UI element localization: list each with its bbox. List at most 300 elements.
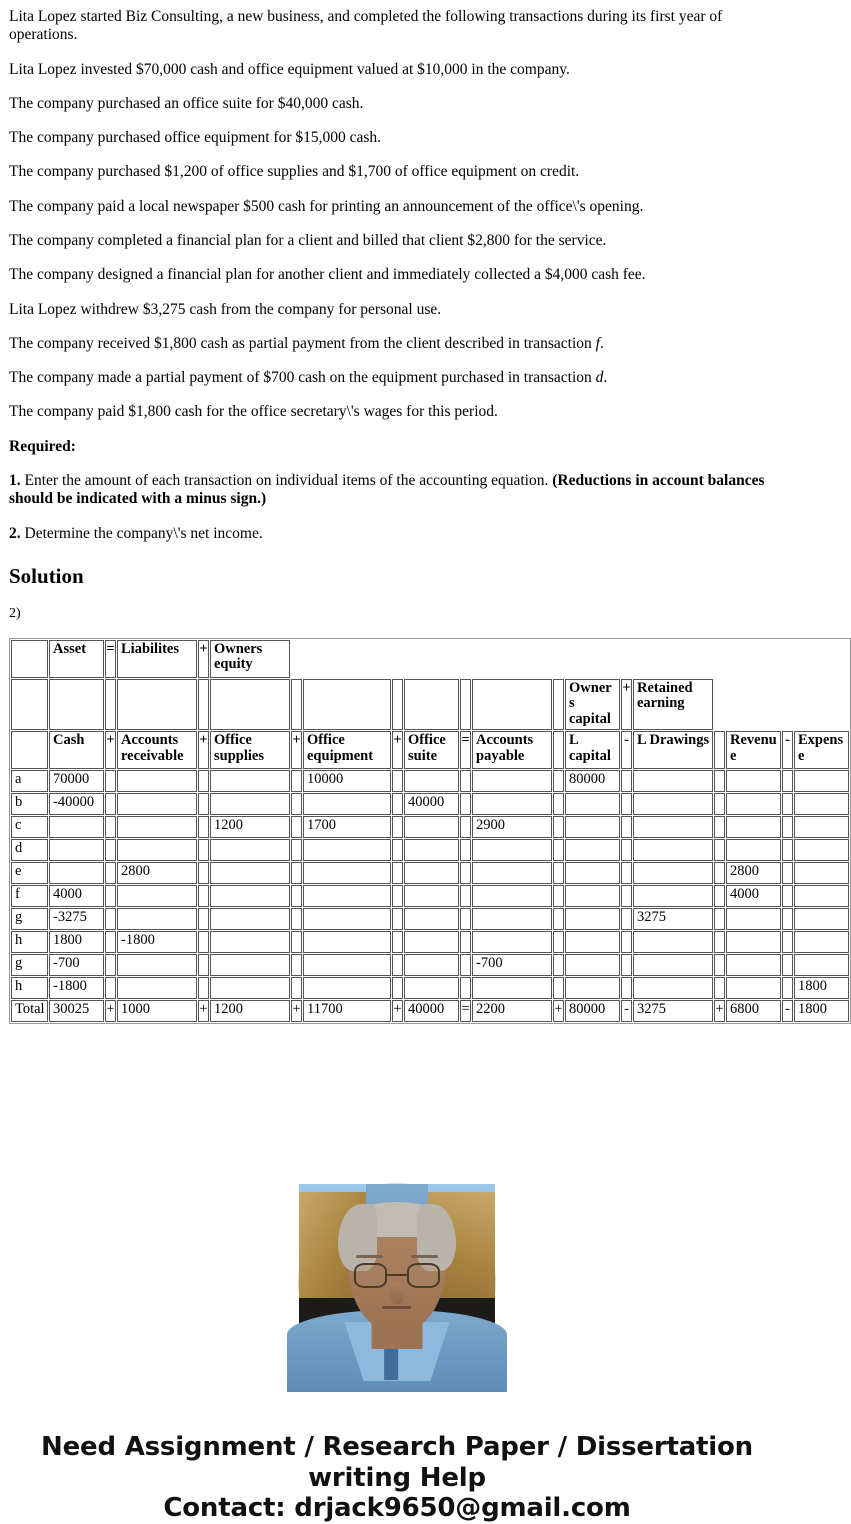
cell-ap: 2900: [472, 816, 552, 838]
cell-expense: [794, 931, 849, 953]
total-ar: 1000: [117, 1000, 197, 1022]
footer-line-2: writing Help: [308, 1462, 486, 1493]
total-op-1: +: [105, 1000, 116, 1022]
hdr2-blank-12: [472, 679, 552, 731]
hdr3-office-equipment: Office equipment: [303, 731, 391, 769]
cell-drawings: [633, 793, 713, 815]
total-op-3: +: [291, 1000, 302, 1022]
transaction-j-text: The company made a partial payment of $700 cash on the equipment purchased in transaction: [9, 369, 596, 387]
cell-op: [198, 839, 209, 861]
transaction-g: The company designed a financial plan for another client and immediately collected a $4,000 cash fee.: [9, 266, 646, 284]
cell-op: [198, 862, 209, 884]
cell-drawings: 3275: [633, 908, 713, 930]
cell-op: [291, 908, 302, 930]
accounting-equation-table-wrapper: [9, 638, 844, 1025]
total-revenue: 6800: [726, 1000, 781, 1022]
cell-op: [460, 954, 471, 976]
transaction-c: The company purchased office equipment for $15,000 cash.: [9, 129, 382, 147]
hdr2-blank-10: [404, 679, 459, 731]
total-op-6: +: [553, 1000, 564, 1022]
cell-op: [714, 839, 725, 861]
cell-op: [392, 770, 403, 792]
cell-op: [198, 885, 209, 907]
cell-drawings: [633, 954, 713, 976]
hdr3-l-capital: L capital: [565, 731, 620, 769]
cell-op: [460, 816, 471, 838]
cell-op: [105, 908, 116, 930]
cell-op: [105, 862, 116, 884]
cell-op: [621, 862, 632, 884]
cell-cash: [49, 839, 104, 861]
footer-promo: [9, 1432, 785, 1523]
table-row: [11, 839, 849, 861]
transaction-i: [9, 335, 785, 353]
cell-ar: [117, 839, 197, 861]
hdr2-retained-earning: Retained earning: [633, 679, 713, 731]
row-label: a: [11, 770, 48, 792]
transaction-d: The company purchased $1,200 of office supplies and $1,700 of office equipment on credit.: [9, 163, 580, 181]
hdr1-owners-equity: Owners equity: [210, 640, 290, 678]
cell-ap: [472, 977, 552, 999]
cell-op: [105, 839, 116, 861]
table-row: [11, 931, 849, 953]
cell-op: [714, 977, 725, 999]
cell-op: [782, 977, 793, 999]
total-op-8: +: [714, 1000, 725, 1022]
cell-capital: [565, 885, 620, 907]
transaction-a: Lita Lopez invested $70,000 cash and office equipment valued at $10,000 in the company.: [9, 60, 570, 78]
required-label: Required:: [9, 437, 76, 455]
cell-suite: 40000: [404, 793, 459, 815]
hdr2-blank-8: [303, 679, 391, 731]
hdr2-op-plus: +: [621, 679, 632, 731]
cell-expense: [794, 885, 849, 907]
cell-revenue: [726, 816, 781, 838]
cell-op: [198, 977, 209, 999]
cell-op: [553, 908, 564, 930]
cell-op: [714, 885, 725, 907]
cell-cash: 1800: [49, 931, 104, 953]
cell-equipment: [303, 977, 391, 999]
cell-suite: [404, 770, 459, 792]
transaction-i-end: .: [599, 334, 604, 352]
cell-op: [460, 770, 471, 792]
cell-ar: [117, 793, 197, 815]
hdr3-cash: Cash: [49, 731, 104, 769]
cell-op: [392, 862, 403, 884]
avatar-container: [9, 1184, 785, 1380]
cell-op: [460, 931, 471, 953]
total-drawings: 3275: [633, 1000, 713, 1022]
cell-expense: [794, 793, 849, 815]
cell-drawings: [633, 977, 713, 999]
cell-op: [553, 862, 564, 884]
cell-drawings: [633, 862, 713, 884]
accounting-equation-table: [9, 638, 851, 1025]
cell-op: [782, 931, 793, 953]
hdr1-op-equals: =: [105, 640, 116, 678]
total-label: Total: [11, 1000, 48, 1022]
cell-op: [621, 908, 632, 930]
cell-capital: [565, 931, 620, 953]
cell-supplies: 1200: [210, 816, 290, 838]
cell-capital: [565, 908, 620, 930]
table-row: [11, 793, 849, 815]
cell-cash: [49, 816, 104, 838]
avatar-mouth: [382, 1306, 411, 1309]
cell-op: [198, 793, 209, 815]
cell-op: [392, 816, 403, 838]
cell-revenue: [726, 977, 781, 999]
cell-equipment: 1700: [303, 816, 391, 838]
cell-supplies: [210, 931, 290, 953]
hdr2-blank-6: [210, 679, 290, 731]
cell-op: [198, 908, 209, 930]
row-label: e: [11, 862, 48, 884]
cell-revenue: [726, 931, 781, 953]
cell-op: [460, 908, 471, 930]
row-label: b: [11, 793, 48, 815]
hdr3-op-7: -: [621, 731, 632, 769]
cell-op: [621, 793, 632, 815]
cell-drawings: [633, 770, 713, 792]
total-cash: 30025: [49, 1000, 104, 1022]
avatar-eyeglass-right: [407, 1263, 440, 1288]
requirement-2-text: Determine the company\'s net income.: [20, 524, 263, 542]
cell-op: [714, 954, 725, 976]
cell-op: [392, 793, 403, 815]
footer-line-3: Contact: drjack9650@gmail.com: [163, 1493, 631, 1524]
row-label: c: [11, 816, 48, 838]
hdr3-accounts-receivable: Accounts receivable: [117, 731, 197, 769]
hdr3-revenue: Revenue: [726, 731, 781, 769]
total-equipment: 11700: [303, 1000, 391, 1022]
cell-drawings: [633, 885, 713, 907]
cell-op: [621, 931, 632, 953]
cell-op: [714, 770, 725, 792]
solution-heading: Solution: [9, 563, 84, 588]
cell-op: [291, 793, 302, 815]
transaction-h: Lita Lopez withdrew $3,275 cash from the company for personal use.: [9, 300, 442, 318]
cell-op: [291, 977, 302, 999]
requirement-1-number: 1.: [9, 471, 21, 489]
row-label: g: [11, 908, 48, 930]
cell-capital: [565, 839, 620, 861]
cell-op: [621, 954, 632, 976]
cell-equipment: [303, 885, 391, 907]
cell-op: [714, 908, 725, 930]
cell-equipment: [303, 793, 391, 815]
cell-op: [105, 770, 116, 792]
table-row: [11, 885, 849, 907]
cell-suite: [404, 977, 459, 999]
cell-capital: [565, 793, 620, 815]
cell-op: [621, 816, 632, 838]
cell-expense: [794, 816, 849, 838]
hdr3-op-9: -: [782, 731, 793, 769]
cell-equipment: 10000: [303, 770, 391, 792]
cell-expense: [794, 770, 849, 792]
cell-cash: [49, 862, 104, 884]
cell-ar: [117, 885, 197, 907]
cell-equipment: [303, 954, 391, 976]
avatar-eyebrow-left: [356, 1255, 383, 1258]
cell-suite: [404, 816, 459, 838]
hdr3-expense: Expense: [794, 731, 849, 769]
cell-drawings: [633, 816, 713, 838]
cell-ap: [472, 770, 552, 792]
cell-op: [553, 770, 564, 792]
row-label: h: [11, 977, 48, 999]
cell-op: [105, 954, 116, 976]
hdr3-op-5: =: [460, 731, 471, 769]
cell-expense: [794, 839, 849, 861]
cell-revenue: [726, 793, 781, 815]
cell-op: [553, 954, 564, 976]
cell-op: [460, 839, 471, 861]
hdr3-op-2: +: [198, 731, 209, 769]
hdr2-blank-2: [49, 679, 104, 731]
avatar-eyeglass-bridge: [387, 1274, 407, 1276]
row-label: d: [11, 839, 48, 861]
hdr1-liabilities: Liabilites: [117, 640, 197, 678]
hdr2-blank-3: [105, 679, 116, 731]
hdr1-op-plus: +: [198, 640, 209, 678]
cell-equipment: [303, 862, 391, 884]
requirement-1-bold-tail: (Reductions in account balances should be indicated with a minus sign.): [9, 471, 765, 508]
hdr1-blank: [11, 640, 48, 678]
cell-op: [392, 977, 403, 999]
transaction-k: The company paid $1,800 cash for the office secretary\'s wages for this period.: [9, 403, 498, 421]
cell-op: [392, 931, 403, 953]
cell-op: [782, 885, 793, 907]
avatar-eyebrow-right: [411, 1255, 438, 1258]
cell-capital: [565, 862, 620, 884]
intro-paragraph: Lita Lopez started Biz Consulting, a new business, and completed the following transactions during its first year of operations.: [9, 8, 723, 44]
cell-expense: [794, 908, 849, 930]
hdr3-op-4: +: [392, 731, 403, 769]
cell-ar: [117, 770, 197, 792]
cell-op: [782, 954, 793, 976]
cell-op: [714, 793, 725, 815]
cell-op: [291, 839, 302, 861]
cell-ap: [472, 793, 552, 815]
cell-op: [553, 793, 564, 815]
cell-suite: [404, 908, 459, 930]
cell-capital: 80000: [565, 770, 620, 792]
cell-capital: [565, 977, 620, 999]
transaction-j-end: .: [603, 369, 608, 387]
hdr3-op-8: [714, 731, 725, 769]
cell-ar: 2800: [117, 862, 197, 884]
table-row: [11, 908, 849, 930]
hdr2-blank-1: [11, 679, 48, 731]
cell-supplies: [210, 908, 290, 930]
cell-ap: [472, 862, 552, 884]
cell-op: [105, 931, 116, 953]
cell-op: [782, 793, 793, 815]
cell-suite: [404, 885, 459, 907]
cell-supplies: [210, 839, 290, 861]
cell-drawings: [633, 931, 713, 953]
transaction-i-ref: f: [595, 334, 600, 352]
hdr2-blank-11: [460, 679, 471, 731]
hdr2-blank-5: [198, 679, 209, 731]
cell-equipment: [303, 839, 391, 861]
cell-revenue: 4000: [726, 885, 781, 907]
cell-op: [782, 770, 793, 792]
cell-op: [460, 793, 471, 815]
cell-op: [782, 908, 793, 930]
requirement-2-number: 2.: [9, 524, 21, 542]
table-row: [11, 862, 849, 884]
hdr3-op-6: [553, 731, 564, 769]
cell-ar: [117, 816, 197, 838]
transaction-e: The company paid a local newspaper $500 cash for printing an announcement of the office\'s opening.: [9, 197, 644, 215]
cell-op: [621, 839, 632, 861]
cell-op: [621, 885, 632, 907]
cell-ap: [472, 931, 552, 953]
avatar-nose: [390, 1282, 404, 1304]
total-supplies: 1200: [210, 1000, 290, 1022]
cell-supplies: [210, 885, 290, 907]
hdr1-asset: Asset: [49, 640, 104, 678]
cell-equipment: [303, 931, 391, 953]
cell-op: [105, 816, 116, 838]
cell-op: [714, 931, 725, 953]
cell-drawings: [633, 839, 713, 861]
cell-op: [392, 954, 403, 976]
cell-expense: [794, 862, 849, 884]
cell-revenue: [726, 954, 781, 976]
cell-op: [291, 770, 302, 792]
cell-op: [553, 839, 564, 861]
cell-supplies: [210, 954, 290, 976]
transaction-b: The company purchased an office suite for $40,000 cash.: [9, 94, 364, 112]
cell-op: [782, 839, 793, 861]
hdr3-office-supplies: Office supplies: [210, 731, 290, 769]
cell-capital: [565, 816, 620, 838]
transaction-i-text: The company received $1,800 cash as partial payment from the client described in transaction: [9, 334, 596, 352]
cell-op: [621, 770, 632, 792]
cell-op: [553, 885, 564, 907]
cell-op: [105, 977, 116, 999]
cell-op: [291, 931, 302, 953]
cell-ap: [472, 908, 552, 930]
cell-op: [714, 816, 725, 838]
hdr2-filler: [714, 679, 849, 731]
table-row: [11, 977, 849, 999]
transaction-j-ref: d: [595, 369, 604, 387]
hdr3-office-suite: Office suite: [404, 731, 459, 769]
cell-op: [392, 839, 403, 861]
cell-suite: [404, 862, 459, 884]
table-header-row-1: [11, 640, 849, 678]
hdr1-filler: [291, 640, 849, 678]
cell-op: [460, 977, 471, 999]
cell-op: [460, 885, 471, 907]
total-op-9: -: [782, 1000, 793, 1022]
cell-cash: -40000: [49, 793, 104, 815]
cell-op: [553, 931, 564, 953]
cell-ar: [117, 954, 197, 976]
requirement-1: [9, 472, 785, 509]
cell-ar: -1800: [117, 931, 197, 953]
total-op-5: =: [460, 1000, 471, 1022]
cell-expense: 1800: [794, 977, 849, 999]
cell-op: [460, 862, 471, 884]
table-total-row: [11, 1000, 849, 1022]
cell-op: [392, 908, 403, 930]
hdr2-blank-4: [117, 679, 197, 731]
cell-expense: [794, 954, 849, 976]
cell-suite: [404, 931, 459, 953]
hdr3-op-3: +: [291, 731, 302, 769]
cell-supplies: [210, 977, 290, 999]
cell-supplies: [210, 770, 290, 792]
table-row: [11, 954, 849, 976]
cell-op: [291, 816, 302, 838]
cell-op: [291, 862, 302, 884]
avatar: [299, 1184, 495, 1380]
hdr2-blank-7: [291, 679, 302, 731]
hdr2-owners-capital: Owners capital: [565, 679, 620, 731]
cell-op: [198, 954, 209, 976]
cell-cash: 70000: [49, 770, 104, 792]
cell-op: [105, 793, 116, 815]
hdr2-blank-9: [392, 679, 403, 731]
cell-supplies: [210, 793, 290, 815]
total-expense: 1800: [794, 1000, 849, 1022]
avatar-eyeglass-left: [354, 1263, 387, 1288]
cell-op: [553, 816, 564, 838]
cell-op: [198, 816, 209, 838]
row-label: g: [11, 954, 48, 976]
total-suite: 40000: [404, 1000, 459, 1022]
cell-ap: -700: [472, 954, 552, 976]
table-header-row-2: [11, 679, 849, 731]
cell-op: [198, 931, 209, 953]
part-label: 2): [9, 605, 21, 621]
cell-cash: -3275: [49, 908, 104, 930]
cell-ar: [117, 908, 197, 930]
cell-op: [621, 977, 632, 999]
cell-capital: [565, 954, 620, 976]
total-op-7: -: [621, 1000, 632, 1022]
total-ap: 2200: [472, 1000, 552, 1022]
cell-op: [392, 885, 403, 907]
cell-cash: 4000: [49, 885, 104, 907]
cell-op: [782, 816, 793, 838]
cell-revenue: 2800: [726, 862, 781, 884]
total-op-4: +: [392, 1000, 403, 1022]
cell-op: [198, 770, 209, 792]
cell-op: [782, 862, 793, 884]
cell-cash: -700: [49, 954, 104, 976]
requirement-1-text: Enter the amount of each transaction on individual items of the accounting equation.: [20, 471, 553, 489]
cell-suite: [404, 954, 459, 976]
cell-ap: [472, 839, 552, 861]
transaction-j: [9, 369, 785, 387]
row-label: f: [11, 885, 48, 907]
cell-op: [553, 977, 564, 999]
cell-op: [291, 885, 302, 907]
footer-line-1: Need Assignment / Research Paper / Dissertation: [41, 1432, 753, 1463]
cell-suite: [404, 839, 459, 861]
row-label: h: [11, 931, 48, 953]
table-row: [11, 816, 849, 838]
cell-ap: [472, 885, 552, 907]
